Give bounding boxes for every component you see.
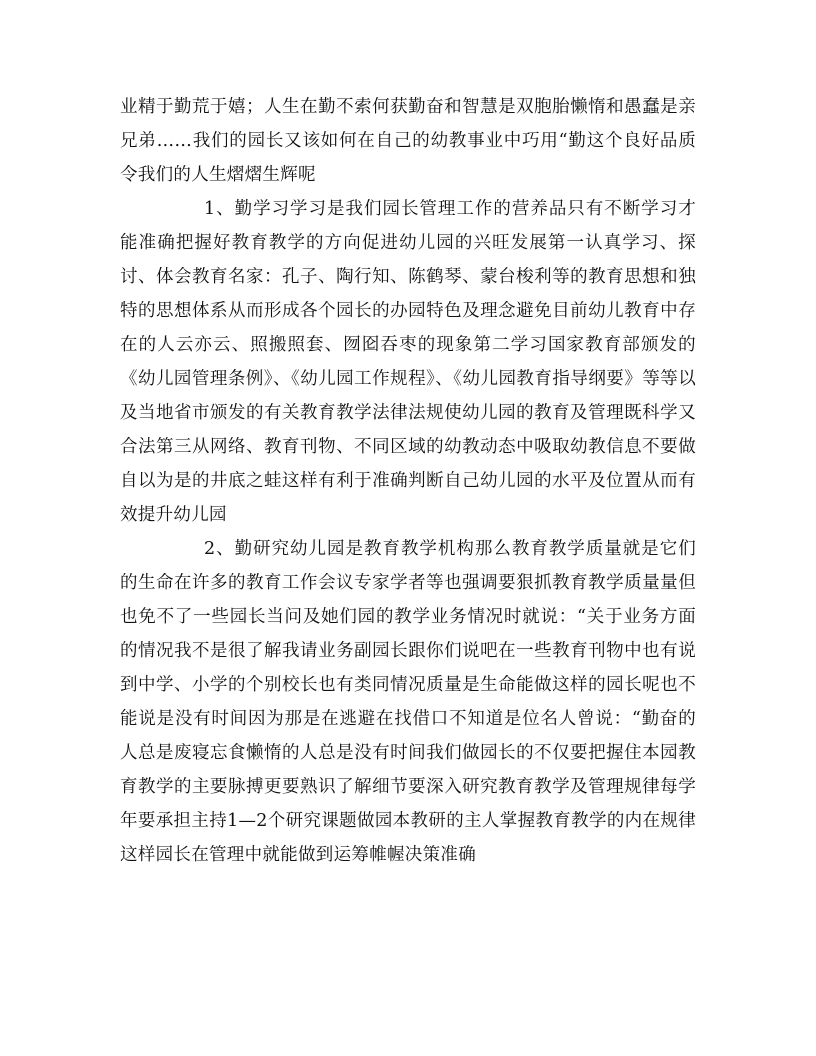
paragraph-diligent-research: 2、勤研究幼儿园是教育教学机构那么教育教学质量就是它们的生命在许多的教育工作会议专家学者等也强调要狠抓教育教学质量量但也免不了一些园长当问及她们园的教学业务情况时就说：“关于业务方面的情况我不是很了解我请业务副园长跟你们说吧在一些教育刊物中也有说到中学、小学的个别校长也有类同情况质量是生命能做这样的园长呢也不能说是没有时间因为那是在逃避在找借口不知道是位名人曾说：“勤奋的人总是废寝忘食懒惰的人总是没有时间我们做园长的不仅要把握住本园教育教学的主要脉搏更要熟识了解细节要深入研究教育教学及管理规律每学年要承担主持1—2个研究课题做园本教研的主人掌握教育教学的内在规律这样园长在管理中就能做到运筹帷幄决策准确 bbox=[120, 539, 696, 865]
document-body bbox=[120, 90, 696, 872]
paragraph-intro: 业精于勤荒于嬉；人生在勤不索何获勤奋和智慧是双胞胎懒惰和愚蠢是亲兄弟……我们的园长又该如何在自己的幼教事业中巧用“勤这个良好品质令我们的人生熠熠生辉呢 bbox=[120, 97, 696, 185]
paragraph-diligent-study: 1、勤学习学习是我们园长管理工作的营养品只有不断学习才能准确把握好教育教学的方向促进幼儿园的兴旺发展第一认真学习、探讨、体会教育名家：孔子、陶行知、陈鹤琴、蒙台梭利等的教育思想和独特的思想体系从而形成各个园长的办园特色及理念避免目前幼儿教育中存在的人云亦云、照搬照套、囫囵吞枣的现象第二学习国家教育部颁发的《幼儿园管理条例》、《幼儿园工作规程》、《幼儿园教育指导纲要》等等以及当地省市颁发的有关教育教学法律法规使幼儿园的教育及管理既科学又合法第三从网络、教育刊物、不同区域的幼教动态中吸取幼教信息不要做自以为是的井底之蛙这样有利于准确判断自己幼儿园的水平及位置从而有效提升幼儿园 bbox=[120, 199, 696, 525]
